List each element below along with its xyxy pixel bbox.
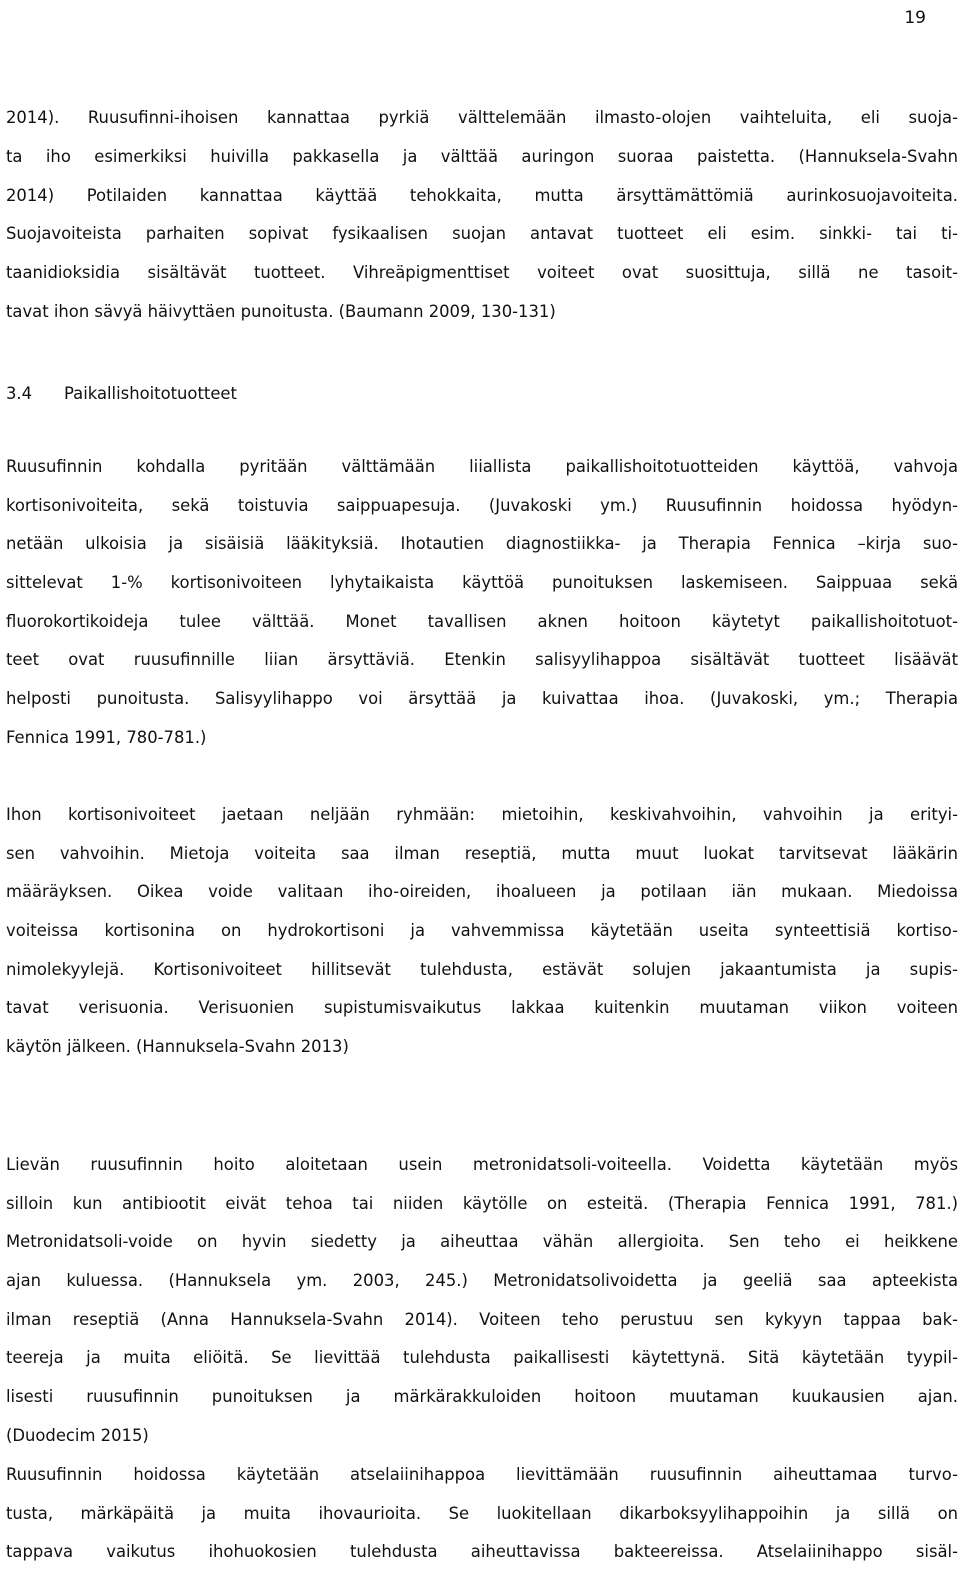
text-line: fluorokortikoideja tulee välttää. Monet tavallisen aknen hoitoon käytetyt paikallishoitotuot- xyxy=(6,611,958,631)
text-line: taanidioksidia sisältävät tuotteet. Vihreäpigmenttiset voiteet ovat suosittuja, sillä ne tasoit- xyxy=(6,263,958,283)
text-line: teet ovat ruusufinnille liian ärsyttäviä. Etenkin salisyylihappoa sisältävät tuotteet lisäävät xyxy=(6,650,958,670)
text-line: Suojavoiteista parhaiten sopivat fysikaalisen suojan antavat tuotteet eli esim. sinkki- tai ti- xyxy=(6,224,958,244)
text-line: tusta, märkäpäitä ja muita ihovaurioita. Se luokitellaan dikarboksyylihappoihin ja sillä on xyxy=(6,1503,958,1523)
text-line: nimolekyylejä. Kortisonivoiteet hillitsevät tulehdusta, estävät solujen jakaantumista ja supis- xyxy=(6,959,958,979)
text-line: sen vahvoihin. Mietoja voiteita saa ilman reseptiä, mutta muut luokat tarvitsevat lääkärin xyxy=(6,843,958,863)
section-heading xyxy=(6,380,958,408)
text-line: ilman reseptiä (Anna Hannuksela-Svahn 2014). Voiteen teho perustuu sen kykyyn tappaa bak- xyxy=(6,1309,958,1329)
text-line: tappava vaikutus ihohuokosien tulehdusta aiheuttavissa bakteereissa. Atselaiinihappo sisäl- xyxy=(6,1542,958,1562)
text-line: Ihon kortisonivoiteet jaetaan neljään ryhmään: mietoihin, keskivahvoihin, vahvoihin ja erityi- xyxy=(6,805,958,824)
text-line: teereja ja muita eliöitä. Se lievittää tulehdusta paikallisesti käytettynä. Sitä käytetään tyypil- xyxy=(6,1348,958,1368)
text-line: tavat verisuonia. Verisuonien supistumisvaikutus lakkaa kuitenkin muutaman viikon voiteen xyxy=(6,998,958,1018)
text-line: 2014) Potilaiden kannattaa käyttää tehokkaita, mutta ärsyttämättömiä aurinkosuojavoiteita. xyxy=(6,185,958,205)
text-line: määräyksen. Oikea voide valitaan iho-oireiden, ihoalueen ja potilaan iän mukaan. Miedoissa xyxy=(6,882,958,902)
paragraph xyxy=(6,448,958,758)
text-line: 2014). Ruusufinni-ihoisen kannattaa pyrkiä välttelemään ilmasto-olojen vaihteluita, eli suoja- xyxy=(6,108,958,127)
text-line: ta iho esimerkiksi huivilla pakkasella ja välttää auringon suoraa paistetta. (Hannuksela-Svahn xyxy=(6,146,958,166)
paragraph xyxy=(6,796,958,1067)
text-line: käytön jälkeen. (Hannuksela-Svahn 2013) xyxy=(6,1037,349,1057)
intro-paragraph xyxy=(6,99,958,332)
page-number: 19 xyxy=(904,8,926,28)
text-line: kortisonivoiteita, sekä toistuvia saippuapesuja. (Juvakoski ym.) Ruusufinnin hoidossa hyödyn- xyxy=(6,495,958,515)
section-title: Paikallishoitotuotteet xyxy=(64,384,237,403)
text-line: lisesti ruusufinnin punoituksen ja märkärakkuloiden hoitoon muutaman kuukausien ajan. xyxy=(6,1387,958,1407)
text-line: (Duodecim 2015) xyxy=(6,1425,149,1445)
text-line: ajan kuluessa. (Hannuksela ym. 2003, 245.) Metronidatsolivoidetta ja geeliä saa apteekista xyxy=(6,1271,958,1291)
paragraph xyxy=(6,1146,958,1456)
text-line: netään ulkoisia ja sisäisiä lääkityksiä. Ihotautien diagnostiikka- ja Therapia Fennica –kirja suo- xyxy=(6,534,958,554)
paragraph xyxy=(6,1456,958,1572)
text-line: helposti punoitusta. Salisyylihappo voi ärsyttää ja kuivattaa ihoa. (Juvakoski, ym.; Therapia xyxy=(6,689,958,709)
text-line: Ruusufinnin kohdalla pyritään välttämään liiallista paikallishoitotuotteiden käyttöä, vahvoja xyxy=(6,457,958,476)
text-line: silloin kun antibiootit eivät tehoa tai niiden käytölle on esteitä. (Therapia Fennica 1991, 781.) xyxy=(6,1193,958,1213)
text-line: Fennica 1991, 780-781.) xyxy=(6,727,207,747)
text-line: tavat ihon sävyä häivyttäen punoitusta. (Baumann 2009, 130-131) xyxy=(6,301,556,321)
text-line: voiteissa kortisonina on hydrokortisoni ja vahvemmissa käytetään useita synteettisiä kortiso- xyxy=(6,921,958,941)
text-line: Lievän ruusufinnin hoito aloitetaan usein metronidatsoli-voiteella. Voidetta käytetään myös xyxy=(6,1155,958,1174)
text-line: Ruusufinnin hoidossa käytetään atselaiinihappoa lievittämään ruusufinnin aiheuttamaa turvo- xyxy=(6,1465,958,1484)
text-line: sittelevat 1-% kortisonivoiteen lyhytaikaista käyttöä punoituksen laskemiseen. Saippuaa sekä xyxy=(6,573,958,593)
text-line: Metronidatsoli-voide on hyvin siedetty ja aiheuttaa vähän allergioita. Sen teho ei heikkene xyxy=(6,1232,958,1252)
section-number: 3.4 xyxy=(6,384,33,403)
